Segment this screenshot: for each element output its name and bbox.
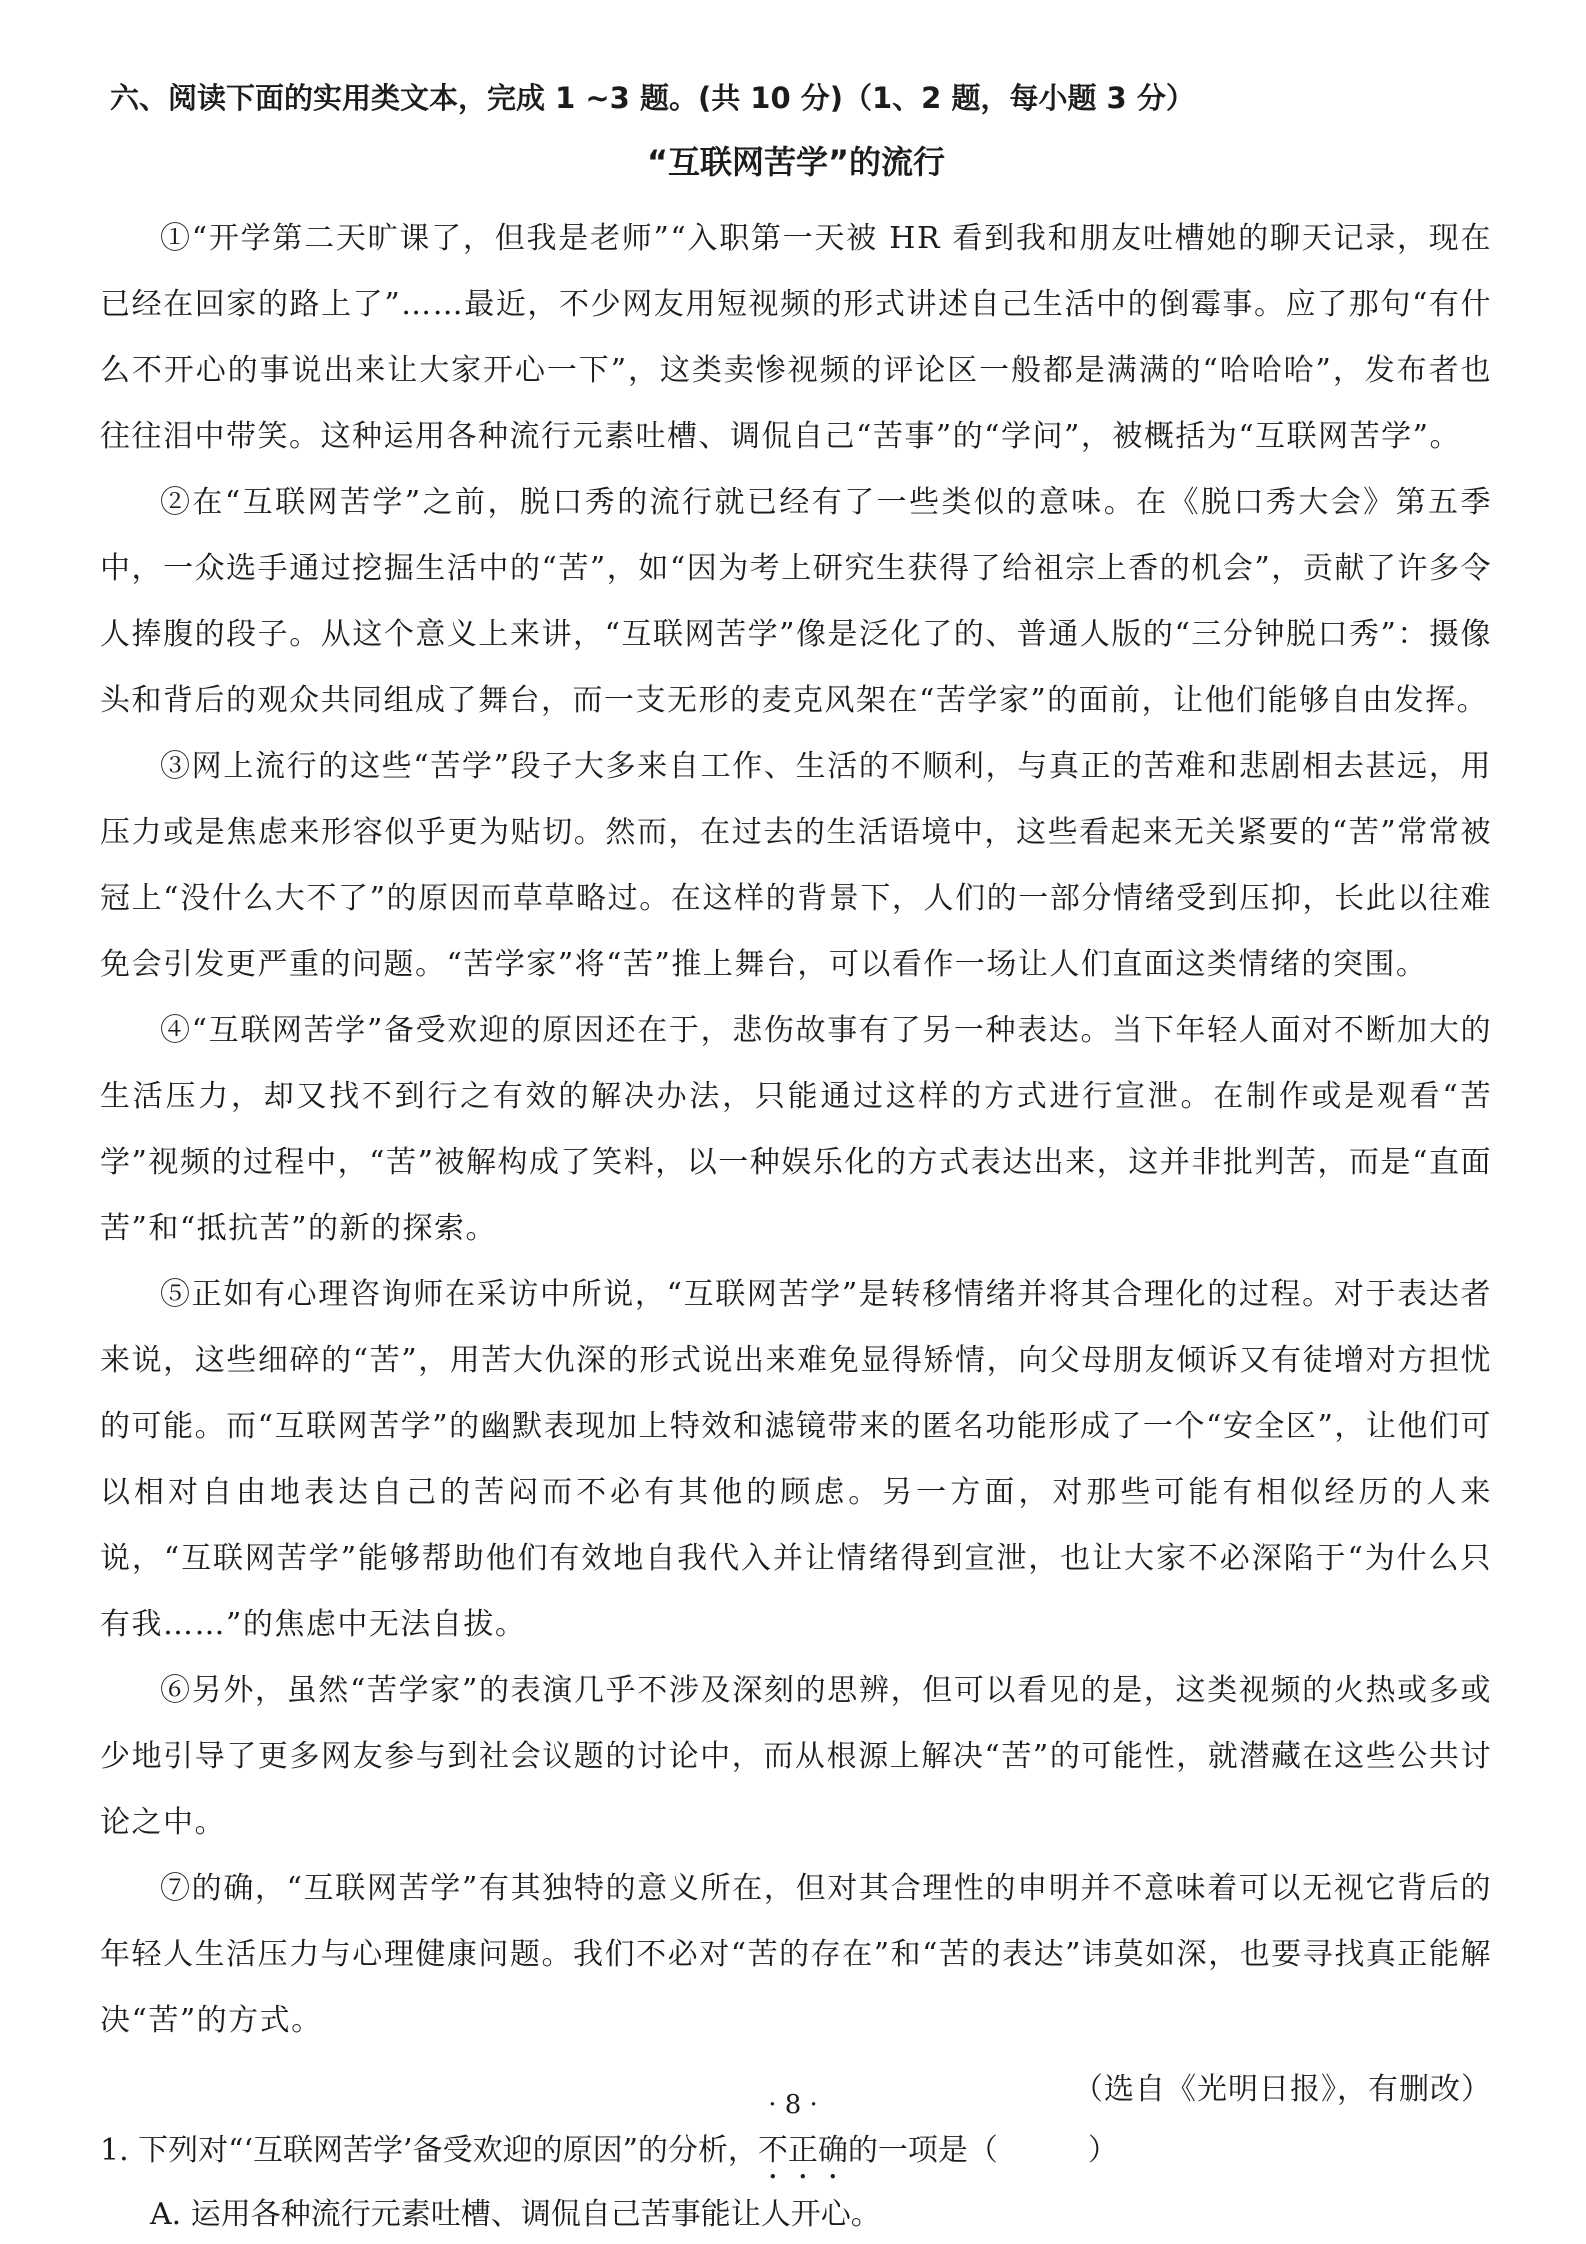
paragraph-5: ⑤正如有心理咨询师在采访中所说，“互联网苦学”是转移情绪并将其合理化的过程。对于表达者来说，这些细碎的“苦”，用苦大仇深的形式说出来难免显得矫情，向父母朋友倾诉又有徒增对方担忧的可能。而“互联网苦学”的幽默表现加上特效和滤镜带来的匿名功能形成了一个“安全区”，让他们可以相对自由地表达自己的苦闷而不必有其他的顾虑。另一方面，对那些可能有相似经历的人来说，“互联网苦学”能够帮助他们有效地自我代入并让情绪得到宣泄，也让大家不必深陷于“为什么只有我……”的焦虑中无法自拔。 [100,1277,1492,1642]
paragraph-3: ③网上流行的这些“苦学”段子大多来自工作、生活的不顺利，与真正的苦难和悲剧相去甚远，用压力或是焦虑来形容似乎更为贴切。然而，在过去的生活语境中，这些看起来无关紧要的“苦”常常被冠上“没什么大不了”的原因而草草略过。在这样的背景下，人们的一部分情绪受到压抑，长此以往难免会引发更严重的问题。“苦学家”将“苦”推上舞台，可以看作一场让人们直面这类情绪的突围。 [100,749,1492,982]
question-1-emphasis: 不正确 [757,2133,848,2168]
exam-page [100,78,1492,2244]
question-1-prefix: 1. 下列对“‘互联网苦学’备受欢迎的原因”的分析， [100,2133,758,2168]
paragraph-2: ②在“互联网苦学”之前，脱口秀的流行就已经有了一些类似的意味。在《脱口秀大会》第五季中，一众选手通过挖掘生活中的“苦”，如“因为考上研究生获得了给祖宗上香的机会”，贡献了许多令人捧腹的段子。从这个意义上来讲，“互联网苦学”像是泛化了的、普通人版的“三分钟脱口秀”：摄像头和背后的观众共同组成了舞台，而一支无形的麦克风架在“苦学家”的面前，让他们能够自由发挥。 [100,485,1492,718]
article-title: “互联网苦学”的流行 [646,143,946,181]
question-1-suffix: 的一项是（ ） [847,2133,1118,2168]
question-1-option-a: A. 运用各种流行元素吐槽、调侃自己苦事能让人开心。 [150,2197,881,2232]
question-1-stem [100,2122,1492,2186]
page-number: · 8 · [768,2090,818,2120]
paragraph-4: ④“互联网苦学”备受欢迎的原因还在于，悲伤故事有了另一种表达。当下年轻人面对不断加大的生活压力，却又找不到行之有效的解决办法，只能通过这样的方式进行宣泄。在制作或是观看“苦学”视频的过程中，“苦”被解构成了笑料，以一种娱乐化的方式表达出来，这并非批判苦，而是“直面苦”和“抵抗苦”的新的探索。 [100,1013,1492,1246]
paragraph-7: ⑦的确，“互联网苦学”有其独特的意义所在，但对其合理性的申明并不意味着可以无视它背后的年轻人生活压力与心理健康问题。我们不必对“苦的存在”和“苦的表达”讳莫如深，也要寻找真正能解决“苦”的方式。 [100,1871,1492,2038]
source-citation: （选自《光明日报》，有删改） [1073,2072,1492,2107]
paragraph-1: ①“开学第二天旷课了，但我是老师”“入职第一天被 HR 看到我和朋友吐槽她的聊天记录，现在已经在回家的路上了”……最近，不少网友用短视频的形式讲述自己生活中的倒霉事。应了那句“有什么不开心的事说出来让大家开心一下”，这类卖惨视频的评论区一般都是满满的“哈哈哈”，发布者也往往泪中带笑。这种运用各种流行元素吐槽、调侃自己“苦事”的“学问”，被概括为“互联网苦学”。 [100,221,1492,454]
paragraph-6: ⑥另外，虽然“苦学家”的表演几乎不涉及深刻的思辨，但可以看见的是，这类视频的火热或多或少地引导了更多网友参与到社会议题的讨论中，而从根源上解决“苦”的可能性，就潜藏在这些公共讨论之中。 [100,1673,1492,1840]
article-body [100,206,1492,2054]
section-heading: 六、阅读下面的实用类文本，完成 1 ~3 题。(共 10 分)（1、2 题，每小题 3 分） [110,81,1195,115]
